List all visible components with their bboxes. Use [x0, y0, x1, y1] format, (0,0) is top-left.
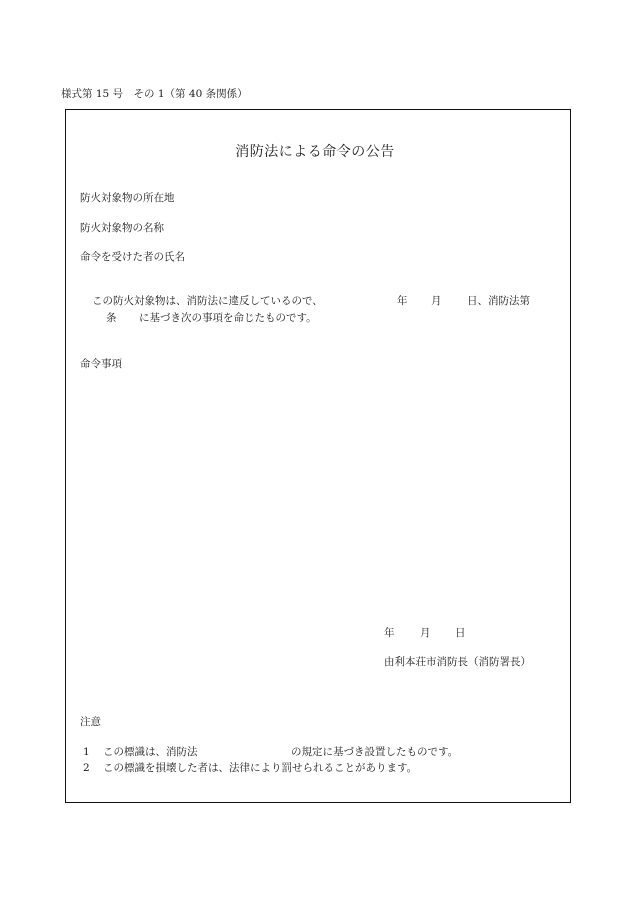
- notice-frame: [65, 109, 571, 803]
- statement-year: 年: [397, 295, 408, 307]
- note-2-text: この標識を損壊した者は、法律により罰せられることがあります。: [103, 762, 418, 774]
- statement-article: 条: [106, 312, 117, 324]
- note-1-number: 1: [83, 746, 90, 758]
- form-number: 様式第 15 号 その 1（第 40 条関係）: [61, 88, 248, 100]
- statement-day-law: 日、消防法第: [467, 295, 530, 307]
- notice-title: 消防法による命令の公告: [235, 144, 395, 160]
- issue-date-day: 日: [455, 627, 466, 639]
- field-name-label: 防火対象物の名称: [80, 222, 164, 234]
- note-1-text-b: の規定に基づき設置したものです。: [291, 746, 459, 758]
- notes-label: 注意: [80, 716, 101, 728]
- statement-text-2: に基づき次の事項を命じたものです。: [139, 312, 317, 324]
- issuer-name: 由利本荘市消防長（消防署長）: [384, 656, 531, 668]
- issue-date-year: 年: [384, 627, 395, 639]
- note-1-text-a: この標識は、消防法: [103, 746, 198, 758]
- field-location-label: 防火対象物の所在地: [80, 192, 175, 204]
- order-items-label: 命令事項: [80, 358, 122, 370]
- note-2-number: 2: [83, 762, 90, 774]
- statement-month: 月: [431, 295, 442, 307]
- issue-date-month: 月: [420, 627, 431, 639]
- field-person-label: 命令を受けた者の氏名: [80, 251, 185, 263]
- statement-text-1: この防火対象物は、消防法に違反しているので、: [92, 295, 323, 307]
